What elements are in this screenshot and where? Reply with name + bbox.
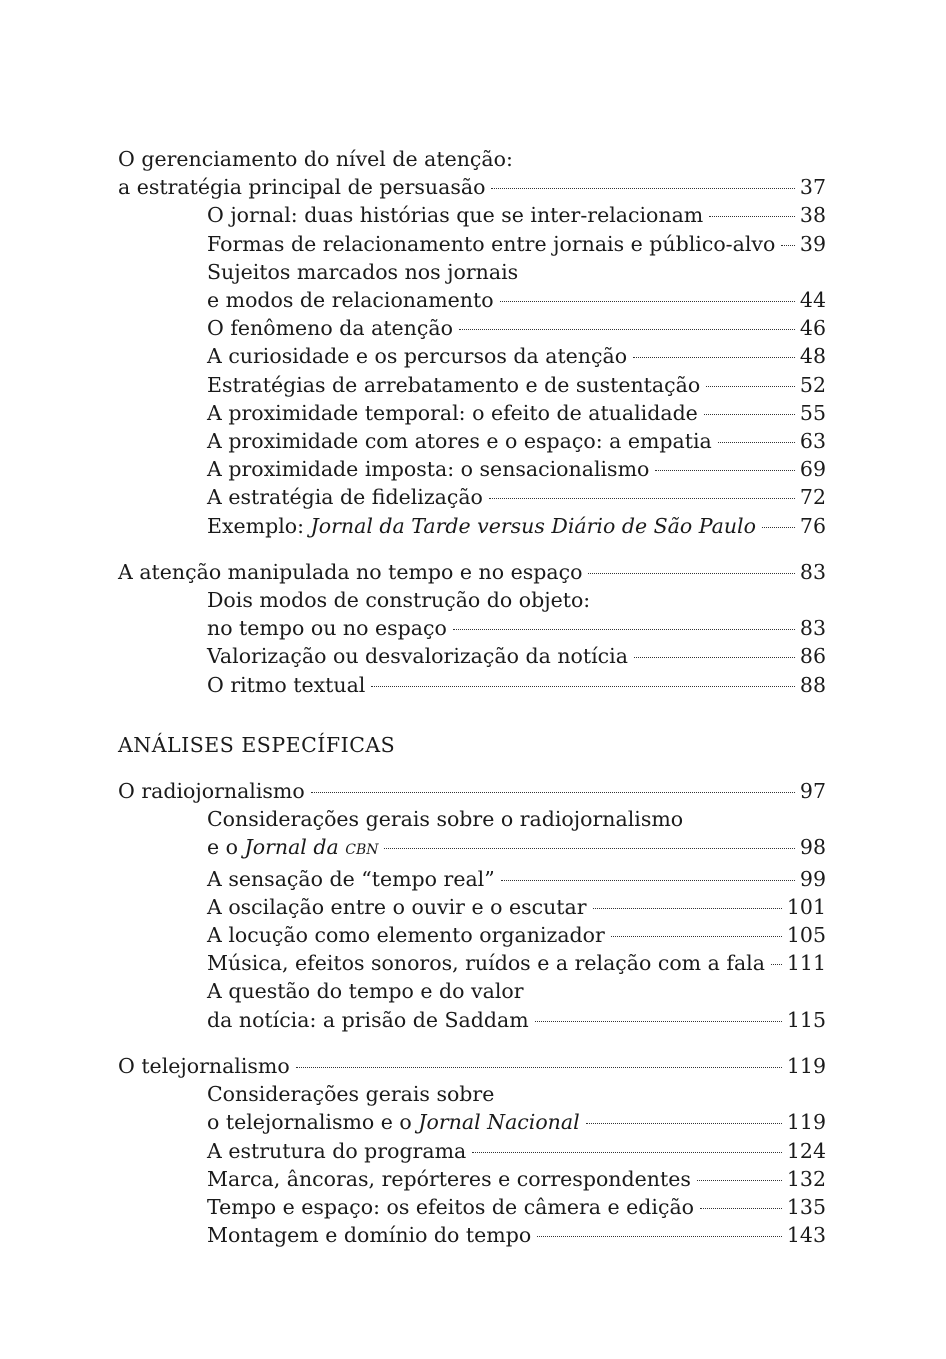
toc-entry-title: Considerações gerais sobre bbox=[207, 1082, 495, 1107]
toc-entry-title bbox=[207, 512, 756, 540]
page-number: 124 bbox=[786, 1138, 826, 1163]
toc-entry-title: Tempo e espaço: os efeitos de câmera e edição bbox=[207, 1194, 695, 1219]
page-number: 119 bbox=[786, 1053, 826, 1078]
part-heading: ANÁLISES ESPECÍFICAS bbox=[118, 732, 396, 757]
page-number: 48 bbox=[799, 344, 826, 369]
dot-leader bbox=[633, 357, 795, 358]
toc-entry-title: O jornal: duas histórias que se inter-relacionam bbox=[207, 203, 704, 228]
toc-entry-title bbox=[207, 1108, 580, 1136]
dot-leader bbox=[718, 442, 795, 443]
toc-subsection-list bbox=[118, 1080, 826, 1249]
toc-entry-title: no tempo ou no espaço bbox=[207, 616, 447, 641]
dot-leader bbox=[697, 1180, 782, 1181]
page-number: 101 bbox=[786, 894, 826, 919]
toc-entry-title: A proximidade imposta: o sensacionalismo bbox=[207, 457, 650, 482]
toc-entry-title: Formas de relacionamento entre jornais e público-alvo bbox=[207, 231, 776, 256]
toc-entry bbox=[207, 1193, 826, 1221]
toc-entry bbox=[207, 949, 826, 977]
toc-entry-title: e modos de relacionamento bbox=[207, 288, 494, 313]
page-number: 111 bbox=[786, 951, 826, 976]
toc-entry-title: A oscilação entre o ouvir e o escutar bbox=[207, 894, 587, 919]
page-number: 44 bbox=[799, 288, 826, 313]
toc-entry-title: Música, efeitos sonoros, ruídos e a relação com a fala bbox=[207, 951, 765, 976]
dot-leader bbox=[586, 1123, 782, 1124]
toc-entry-title: A estratégia de fidelização bbox=[207, 485, 483, 510]
toc-entry bbox=[118, 558, 826, 586]
page-number: 46 bbox=[799, 316, 826, 341]
page-number: 83 bbox=[799, 559, 826, 584]
page-number: 39 bbox=[799, 231, 826, 256]
page-number: 55 bbox=[799, 400, 826, 425]
page-number: 99 bbox=[799, 866, 826, 891]
dot-leader bbox=[501, 880, 795, 881]
toc-entry-title: Sujeitos marcados nos jornais bbox=[207, 259, 519, 284]
dot-leader bbox=[453, 629, 795, 630]
toc-entry-prefix: e o bbox=[207, 835, 245, 860]
dot-leader bbox=[489, 498, 795, 499]
toc-entry bbox=[207, 642, 826, 670]
page-number: 86 bbox=[799, 644, 826, 669]
toc-entry-italic: Jornal Nacional bbox=[418, 1110, 580, 1135]
toc-entry bbox=[207, 833, 826, 864]
toc-entry-title: A estrutura do programa bbox=[207, 1138, 467, 1163]
page-number: 98 bbox=[799, 835, 826, 860]
toc-entry-title: A proximidade com atores e o espaço: a empatia bbox=[207, 429, 712, 454]
dot-leader bbox=[296, 1067, 782, 1068]
toc-entry bbox=[207, 427, 826, 455]
dot-leader bbox=[371, 686, 795, 687]
toc-entry bbox=[207, 483, 826, 511]
dot-leader bbox=[634, 657, 795, 658]
toc-entry-title: Considerações gerais sobre o radiojornalismo bbox=[207, 807, 684, 832]
toc-entry bbox=[118, 1052, 826, 1080]
dot-leader bbox=[459, 329, 795, 330]
page-number: 69 bbox=[799, 457, 826, 482]
page-number: 38 bbox=[799, 203, 826, 228]
dot-leader bbox=[311, 792, 795, 793]
toc-entry bbox=[207, 614, 826, 642]
toc-entry bbox=[207, 286, 826, 314]
page-number: 135 bbox=[786, 1194, 826, 1219]
toc-entry bbox=[207, 1006, 826, 1034]
toc-entry bbox=[207, 1108, 826, 1136]
toc-entry-title: Dois modos de construção do objeto: bbox=[207, 588, 591, 613]
dot-leader bbox=[491, 188, 794, 189]
toc-section-title: A atenção manipulada no tempo e no espaço bbox=[118, 559, 583, 584]
toc-entry bbox=[207, 371, 826, 399]
dot-leader bbox=[611, 936, 782, 937]
toc-entry bbox=[207, 342, 826, 370]
toc-entry bbox=[207, 865, 826, 893]
dot-leader bbox=[535, 1021, 782, 1022]
toc-subsection-list bbox=[118, 201, 826, 539]
dot-leader bbox=[704, 414, 795, 415]
toc-entry-title: A locução como elemento organizador bbox=[207, 923, 605, 948]
toc-entry bbox=[207, 201, 826, 229]
toc-entry-title: Marca, âncoras, repórteres e correspondentes bbox=[207, 1166, 691, 1191]
page-number: 88 bbox=[799, 672, 826, 697]
page-number: 132 bbox=[786, 1166, 826, 1191]
table-of-contents bbox=[118, 145, 826, 1249]
toc-entry bbox=[207, 1221, 826, 1249]
toc-entry-title: da notícia: a prisão de Saddam bbox=[207, 1007, 529, 1032]
page-number: 97 bbox=[799, 779, 826, 804]
toc-entry-prefix: Exemplo: bbox=[207, 513, 311, 538]
toc-entry-title: Montagem e domínio do tempo bbox=[207, 1223, 532, 1248]
page-number: 115 bbox=[786, 1007, 826, 1032]
toc-subsection-list bbox=[118, 805, 826, 1034]
toc-entry-title: A questão do tempo e do valor bbox=[207, 979, 524, 1004]
page-number: 63 bbox=[799, 429, 826, 454]
dot-leader bbox=[500, 301, 795, 302]
dot-leader bbox=[588, 573, 794, 574]
page-number: 52 bbox=[799, 372, 826, 397]
page-number: 119 bbox=[786, 1110, 826, 1135]
toc-entry bbox=[207, 512, 826, 540]
dot-leader bbox=[700, 1208, 782, 1209]
page-number: 72 bbox=[799, 485, 826, 510]
toc-entry-title: a estratégia principal de persuasão bbox=[118, 175, 486, 200]
toc-entry-italic: Jornal da Tarde versus Diário de São Paulo bbox=[310, 513, 756, 538]
toc-entry bbox=[118, 777, 826, 805]
toc-entry-title: O ritmo textual bbox=[207, 672, 366, 697]
toc-entry bbox=[207, 399, 826, 427]
toc-section-title: O gerenciamento do nível de atenção: bbox=[118, 147, 513, 171]
page-number: 143 bbox=[786, 1223, 826, 1248]
dot-leader bbox=[771, 964, 782, 965]
page-number: 37 bbox=[799, 175, 826, 200]
toc-entry-title: A sensação de “tempo real” bbox=[207, 866, 495, 891]
toc-section-title: O telejornalismo bbox=[118, 1053, 290, 1078]
toc-entry-title: Estratégias de arrebatamento e de sustentação bbox=[207, 372, 701, 397]
toc-section-title: O radiojornalismo bbox=[118, 779, 305, 804]
toc-entry bbox=[207, 1165, 826, 1193]
toc-entry bbox=[118, 173, 826, 201]
dot-leader bbox=[781, 245, 795, 246]
toc-entry-smallcaps: CBN bbox=[345, 842, 379, 859]
page-number: 83 bbox=[799, 616, 826, 641]
toc-entry bbox=[207, 1137, 826, 1165]
dot-leader bbox=[537, 1236, 782, 1237]
toc-entry-title: A curiosidade e os percursos da atenção bbox=[207, 344, 628, 369]
page-number: 105 bbox=[786, 923, 826, 948]
toc-entry-prefix: o telejornalismo e o bbox=[207, 1110, 419, 1135]
page-number: 76 bbox=[799, 513, 826, 538]
dot-leader bbox=[762, 527, 795, 528]
toc-entry-title bbox=[207, 833, 378, 864]
dot-leader bbox=[706, 386, 795, 387]
toc-entry bbox=[207, 671, 826, 699]
toc-entry-title: A proximidade temporal: o efeito de atualidade bbox=[207, 400, 698, 425]
toc-entry bbox=[207, 893, 826, 921]
dot-leader bbox=[472, 1152, 782, 1153]
toc-entry bbox=[207, 921, 826, 949]
toc-entry-title: O fenômeno da atenção bbox=[207, 316, 453, 341]
toc-entry-title: Valorização ou desvalorização da notícia bbox=[207, 644, 628, 669]
toc-subsection-list bbox=[118, 586, 826, 699]
dot-leader bbox=[709, 216, 795, 217]
dot-leader bbox=[593, 908, 782, 909]
dot-leader bbox=[655, 470, 795, 471]
toc-entry bbox=[207, 314, 826, 342]
toc-entry bbox=[207, 455, 826, 483]
dot-leader bbox=[384, 848, 794, 849]
toc-entry bbox=[207, 230, 826, 258]
toc-entry-italic: Jornal da bbox=[244, 835, 346, 860]
